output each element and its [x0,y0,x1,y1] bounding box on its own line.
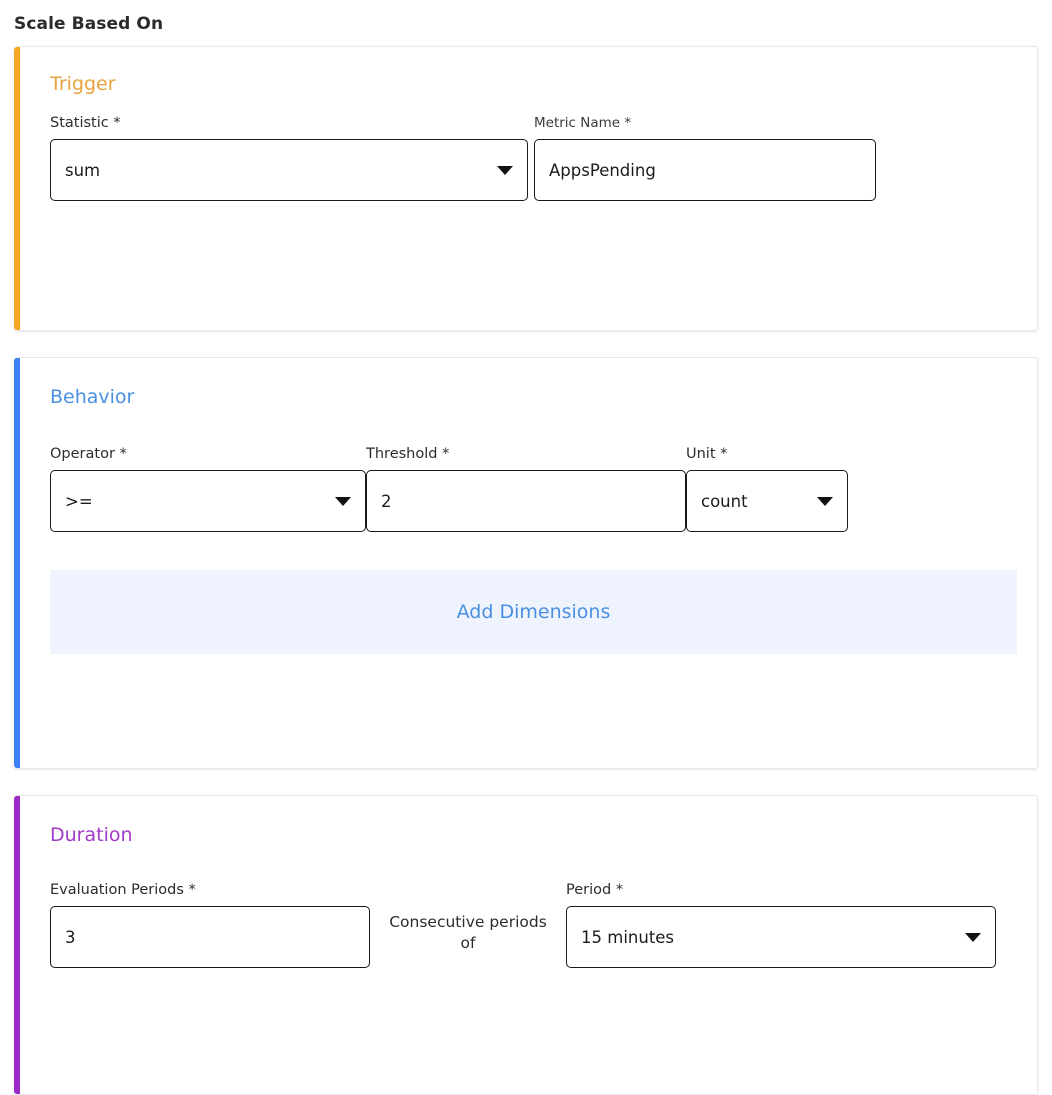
evaluation-periods-label: Evaluation Periods * [50,882,196,898]
threshold-field [366,446,686,532]
metric-name-value: AppsPending [549,160,656,180]
behavior-fields-row [50,446,1017,532]
statistic-field [50,115,528,201]
metric-name-field [534,115,876,201]
statistic-label: Statistic * [50,115,121,131]
operator-select[interactable] [50,470,366,532]
chevron-down-icon [965,933,981,942]
evaluation-periods-input[interactable] [50,906,370,968]
unit-select[interactable] [686,470,848,532]
duration-section-title: Duration [50,824,133,846]
period-value: 15 minutes [581,927,675,947]
chevron-down-icon [335,497,351,506]
trigger-card [14,46,1038,331]
unit-label: Unit * [686,446,728,462]
behavior-accent-bar [14,358,20,768]
period-field [566,882,996,968]
evaluation-periods-field [50,882,370,968]
unit-value: count [701,491,748,511]
duration-accent-bar [14,796,20,1094]
trigger-section-title: Trigger [50,73,116,95]
threshold-value: 2 [381,491,392,511]
period-select[interactable] [566,906,996,968]
chevron-down-icon [497,166,513,175]
chevron-down-icon [817,497,833,506]
evaluation-periods-value: 3 [65,927,76,947]
threshold-label: Threshold * [366,446,450,462]
trigger-accent-bar [14,47,20,330]
operator-value: >= [65,491,93,511]
consecutive-periods-text: Consecutive periods of [389,913,547,953]
behavior-card [14,357,1038,769]
period-label: Period * [566,882,624,898]
trigger-fields-row [50,115,1017,201]
behavior-section-title: Behavior [50,386,135,408]
statistic-select[interactable] [50,139,528,201]
unit-field [686,446,848,532]
metric-name-label: Metric Name * [534,115,632,131]
add-dimensions-button[interactable]: Add Dimensions [50,570,1017,654]
duration-fields-row [50,882,1017,968]
threshold-input[interactable] [366,470,686,532]
operator-label: Operator * [50,446,127,462]
operator-field [50,446,366,532]
duration-card [14,795,1038,1095]
metric-name-input[interactable] [534,139,876,201]
page-title: Scale Based On [14,14,164,34]
statistic-value: sum [65,160,101,180]
